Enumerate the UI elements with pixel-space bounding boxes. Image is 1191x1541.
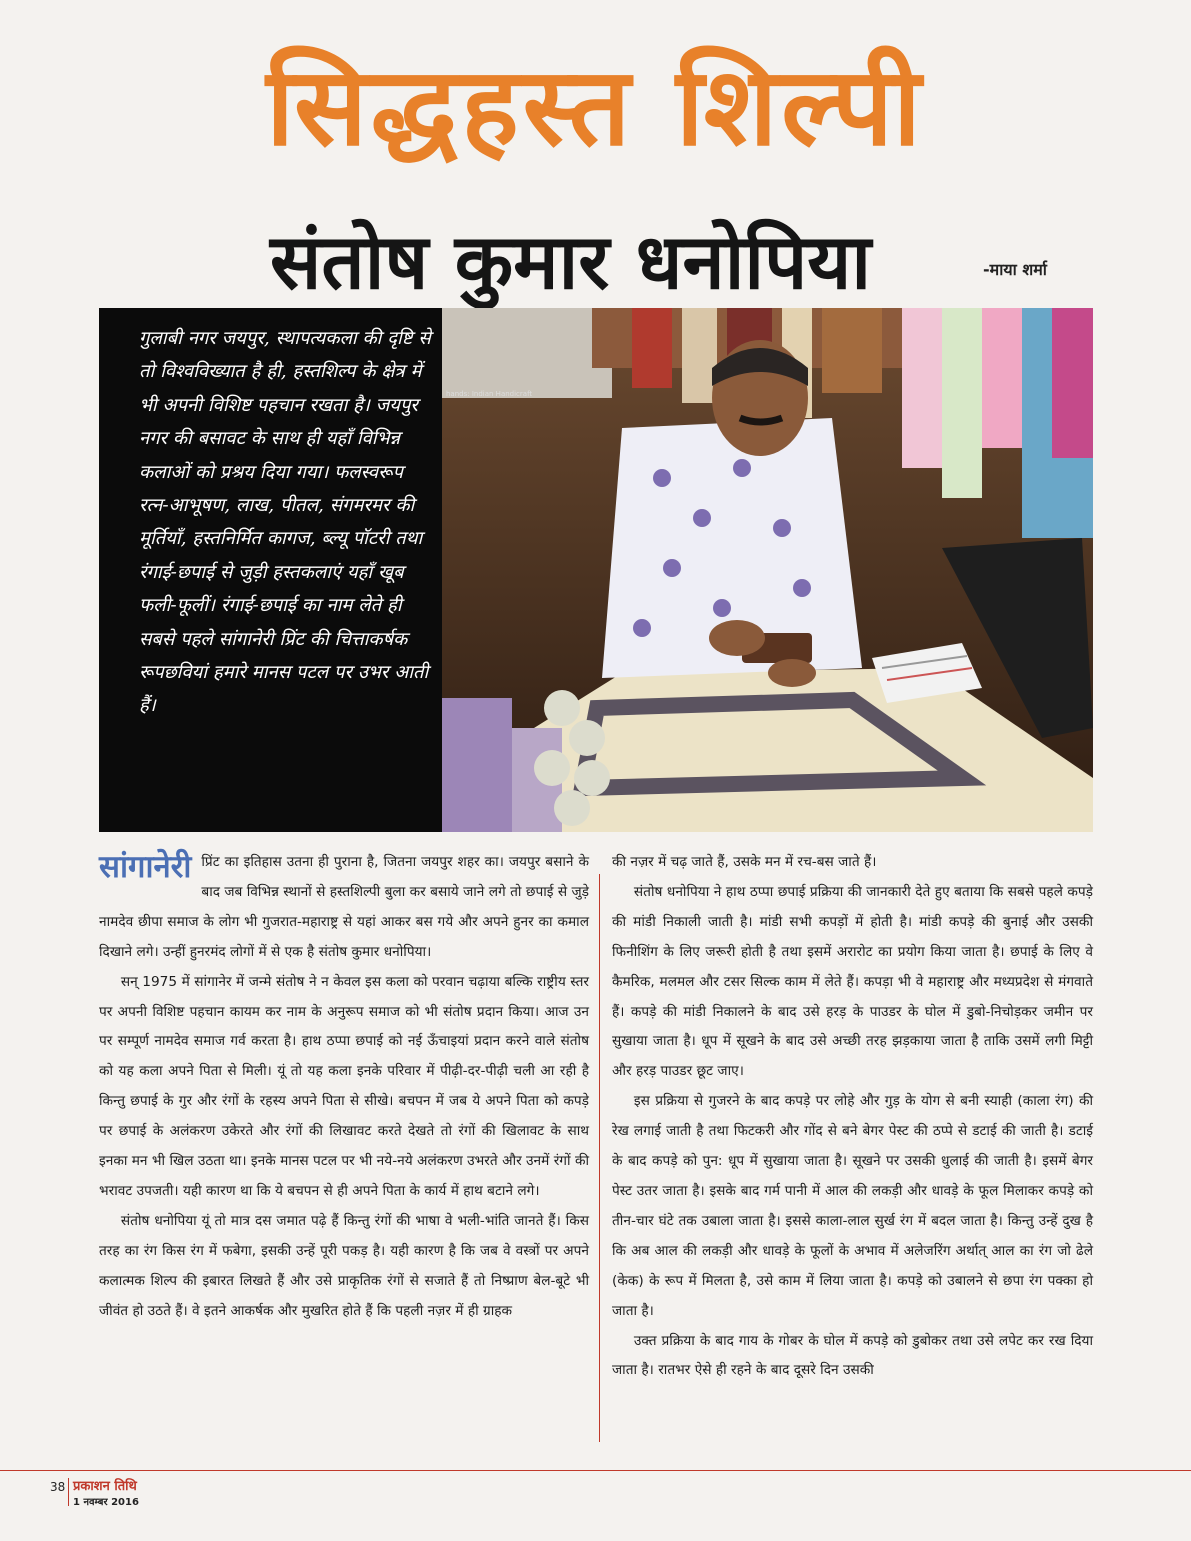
column-divider bbox=[599, 874, 600, 1442]
artisan-photo bbox=[442, 308, 1093, 832]
article-paragraph: सन् 1975 में सांगानेर में जन्मे संतोष ने न केवल इस कला को परवान चढ़ाया बल्कि राष्ट्रीय स्तर पर अपनी विशिष्ट पहचान कायम कर नाम के अनुरूप समाज को भी संतोष प्रदान किया। आज उन पर सम्पूर्ण नामदेव समाज गर्व करता है। हाथ ठप्पा छपाई को नई ऊँचाइयां प्रदान करने वाले संतोष को यह कला अपने पिता से मिली। यूं तो यह कला इनके परिवार में पीढ़ी-दर-पीढ़ी चली आ रही है किन्तु छपाई के गुर और रंगों के रहस्य अपने पिता से सीखे। बचपन में जब ये अपने पिता को कपड़े पर छपाई के अलंकरण उकेरते और रंगों की लिखावट करते देखते तो रंगों की खिलावट के साथ इनका मन भी खिल उठता था। इनके मानस पटल पर भी नये-नये अलंकरण उभरते और उनमें रंगों की भरावट उपजती। यही कारण था कि ये बचपन से ही अपने पिता के कार्य में हाथ बटाने लगे। bbox=[99, 973, 589, 1199]
article-column-right bbox=[612, 848, 1093, 1386]
page-title: सिद्धहस्त शिल्पी bbox=[266, 44, 925, 170]
article-paragraph: संतोष धनोपिया ने हाथ ठप्पा छपाई प्रक्रिया की जानकारी देते हुए बताया कि सबसे पहले कपड़े की मांडी निकाली जाती है। मांडी सभी कपड़ों में होती है। मांडी कपड़े की बुनाई और उसकी फिनीशिंग के लिए जरूरी होती है तथा इसमें अरारोट का प्रयोग किया जाता है। छपाई के लिए वे कैमरिक, मलमल और टसर सिल्क काम में लेते हैं। कपड़ा भी वे महाराष्ट्र और मध्यप्रदेश से मंगवाते हैं। कपड़े की मांडी निकालने के बाद उसे हरड़ के पाउडर के घोल में डुबो-निचोड़कर जमीन पर सुखाया जाता है। धूप में सूखने के बाद उसे अच्छी तरह झड़काया जाता है ताकि उसमें लगी मिट्टी और हरड़ पाउडर छूट जाए। bbox=[612, 883, 1093, 1080]
photo-illustration bbox=[442, 308, 1093, 832]
article-paragraph: इस प्रक्रिया से गुजरने के बाद कपड़े पर लोहे और गुड़ के योग से बनी स्याही (काला रंग) की रेख लगाई जाती है तथा फिटकरी और गोंद से बने बेगर पेस्ट की ठप्पे से डटाई की जाती है। डटाई के बाद कपड़े को पुन: धूप में सुखाया जाता है। सूखने पर उसकी धुलाई की जाती है। इसमें बेगर पेस्ट उतर जाता है। इसके बाद गर्म पानी में आल की लकड़ी और धावड़े के फूल मिलाकर कपड़े को तीन-चार घंटे तक उबाला जाता है। इससे काला-लाल सुर्ख रंग में बदल जाता है। किन्तु उन्हें दुख है कि अब आल की लकड़ी और धावड़े के फूलों के अभाव में अलेजरिंग अर्थात् आल का रंग जो ढेले (केक) के रूप में मिलता है, उसे काम में लिया जाता है। कपड़े को उबालने से छपा रंग पक्का हो जाता है। bbox=[612, 1093, 1093, 1319]
article-paragraph bbox=[99, 848, 589, 968]
dropcap-word: सांगानेरी bbox=[99, 849, 192, 885]
page-subtitle: संतोष कुमार धनोपिया bbox=[270, 217, 872, 306]
issue-date: 1 नवम्बर 2016 bbox=[73, 1497, 139, 1508]
footer-divider bbox=[68, 1478, 69, 1506]
article-paragraph: की नज़र में चढ़ जाते हैं, उसके मन में रच-बस जाते हैं। bbox=[612, 854, 877, 870]
article-paragraph: उक्त प्रक्रिया के बाद गाय के गोबर के घोल में कपड़े को डुबोकर तथा उसे लपेट कर रख दिया जाता है। रातभर ऐसे ही रहने के बाद दूसरे दिन उसकी bbox=[612, 1332, 1093, 1379]
page-number: 38 bbox=[50, 1480, 66, 1494]
intro-text: गुलाबी नगर जयपुर, स्थापत्यकला की दृष्टि से तो विश्वविख्यात है ही, हस्तशिल्प के क्षेत्र में भी अपनी विशिष्ट पहचान रखता है। जयपुर नगर की बसावट के साथ ही यहाँ विभिन्न कलाओं को प्रश्रय दिया गया। फलस्वरूप रत्न-आभूषण, लाख, पीतल, संगमरमर की मूर्तियाँ, हस्तनिर्मित कागज, ब्ल्यू पॉटरी तथा रंगाई-छपाई से जुड़ी हस्तकलाएं यहाँ खूब फली-फूलीं। रंगाई-छपाई का नाम लेते ही सबसे पहले सांगानेरी प्रिंट की चित्ताकर्षक रूपछवियां हमारे मानस पटल पर उभर आती हैं। bbox=[139, 328, 431, 717]
article-column-left bbox=[99, 848, 589, 1327]
article-paragraph-text: प्रिंट का इतिहास उतना ही पुराना है, जितना जयपुर शहर का। जयपुर बसाने के बाद जब विभिन्न स्थानों से हस्तशिल्पी बुला कर बसाये जाने लगे तो छपाई से जुड़े नामदेव छीपा समाज के लोग भी गुजरात-महाराष्ट्र से यहां आकर बस गये और अपने हुनर का कमाल दिखाने लगे। उन्हीं हुनरमंद लोगों में से एक है संतोष कुमार धनोपिया। bbox=[99, 854, 589, 960]
footer-rule bbox=[0, 1470, 1191, 1471]
article-paragraph: संतोष धनोपिया यूं तो मात्र दस जमात पढ़े हैं किन्तु रंगों की भाषा वे भली-भांति जानते हैं। किस तरह का रंग किस रंग में फबेगा, इसकी उन्हें पूरी पकड़ है। यही कारण है कि जब वे वस्त्रों पर अपने कलात्मक शिल्प की इबारत लिखते हैं और उसे प्राकृतिक रंगों से सजाते हैं तो निष्प्राण बेल-बूटे भी जीवंत हो उठते हैं। वे इतने आकर्षक और मुखरित होते हैं कि पहली नज़र में ही ग्राहक bbox=[99, 1212, 589, 1319]
intro-box bbox=[99, 308, 442, 832]
author-byline: -माया शर्मा bbox=[983, 260, 1047, 279]
magazine-name: प्रकाशन तिथि bbox=[73, 1479, 137, 1494]
photo-caption: hands: Indian Handicraft bbox=[446, 390, 533, 398]
